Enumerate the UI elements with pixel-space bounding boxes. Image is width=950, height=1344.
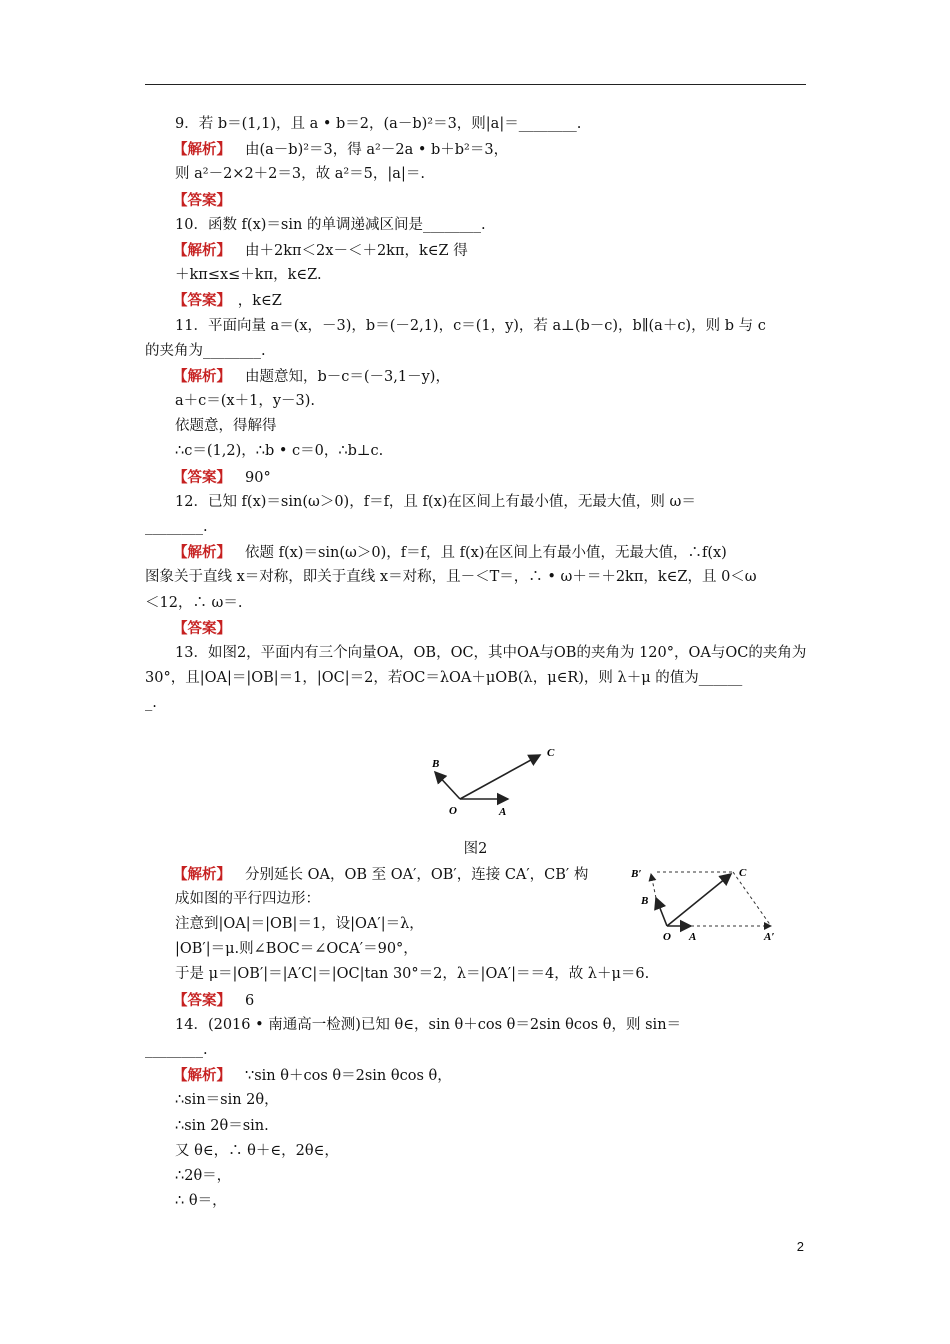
q10-answer: ，k∈Z <box>237 293 282 310</box>
label-bprime: B′ <box>631 867 642 880</box>
q13-analysis-cont-1: 成如图的平行四边形： <box>175 890 320 907</box>
q13-analysis-text: 分别延长 OA，OB 至 OA′，OB′，连接 CA′，CB′ 构 <box>245 866 589 883</box>
label-aprime: A′ <box>764 930 775 943</box>
q12-stem-cont: ________. <box>145 519 208 535</box>
q11-analysis-cont-2: 依题意，得解得 <box>175 418 277 435</box>
q10-answer-line <box>145 288 806 313</box>
q12-stem: 12．已知 f(x)＝sin(ω＞0)，f＝f，且 f(x)在区间上有最小值，无最大值，则 ω＝ <box>175 493 696 510</box>
analysis-tag: 【解析】 <box>173 241 231 259</box>
q9-analysis-line <box>145 137 806 162</box>
q13-analysis-block <box>145 862 806 988</box>
q14-analysis-cont-3: 又 θ∈，∴ θ＋∈，2θ∈， <box>175 1142 339 1159</box>
q10-analysis-line <box>145 238 806 263</box>
answer-tag: 【答案】 <box>173 191 231 209</box>
q12-answer-line <box>145 616 806 641</box>
label-c: C <box>547 746 555 759</box>
q11-analysis-cont-1: a＋c＝(x＋1，y－3). <box>175 393 316 410</box>
q10-analysis-text: 由＋2kπ＜2x－＜＋2kπ，k∈Z 得 <box>245 242 468 259</box>
q13-stem-cont-2: _. <box>145 695 157 712</box>
q9-answer-line <box>145 188 806 213</box>
q13-analysis-cont-2: 注意到|OA|＝|OB|＝1，设|OA′|＝λ， <box>175 916 424 933</box>
vector-ob <box>656 898 667 926</box>
q9-analysis-cont: 则 a²－2×2＋2＝3，故 a²＝5，|a|＝. <box>175 166 425 183</box>
q13-analysis-cont-3: |OB′|＝μ.则∠BOC＝∠OCA′＝90°， <box>175 941 418 958</box>
q14-analysis-cont-2: ∴sin 2θ＝sin. <box>175 1117 269 1134</box>
figure-caption: 图2 <box>463 840 488 857</box>
parallelogram-diagram <box>629 864 789 944</box>
label-o: O <box>449 804 457 817</box>
q14-analysis-text: ∵sin θ＋cos θ＝2sin θcos θ， <box>245 1068 452 1085</box>
q9-analysis-text: 由(a－b)²＝3，得 a²－2a • b＋b²＝3， <box>245 142 509 159</box>
figure-2 <box>145 717 806 837</box>
q14-stem: 14．(2016 • 南通高一检测)已知 θ∈，sin θ＋cos θ＝2sin θcos θ，则 sin＝ <box>175 1016 682 1033</box>
dashed-c-aprime <box>733 872 771 926</box>
q11-analysis-line <box>145 364 806 389</box>
q12-analysis-line <box>145 540 806 565</box>
q11-analysis-cont-3: ∴c＝(1,2)，∴b • c＝0，∴b⊥c. <box>175 443 384 460</box>
q14-analysis-line <box>145 1063 806 1088</box>
label-a: A <box>499 805 507 817</box>
q14-analysis-cont-1: ∴sin＝sin 2θ， <box>175 1092 279 1109</box>
q11-answer-line <box>145 465 806 490</box>
header-rule <box>145 84 806 85</box>
label-b: B <box>432 757 440 770</box>
q14-analysis-cont-4: ∴2θ＝， <box>175 1167 232 1184</box>
page-number: 2 <box>796 1239 804 1254</box>
q10-stem: 10．函数 f(x)＝sin 的单调递减区间是________. <box>175 216 486 233</box>
answer-tag: 【答案】 <box>173 468 231 486</box>
vector-oc <box>667 874 731 926</box>
q13-answer-line <box>145 988 806 1013</box>
analysis-tag: 【解析】 <box>173 544 231 562</box>
answer-tag: 【答案】 <box>173 292 224 310</box>
q11-answer: 90° <box>245 469 271 486</box>
q14-stem-cont: ________. <box>145 1042 208 1059</box>
q13-analysis-cont-4: 于是 μ＝|OB′|＝|A′C|＝|OC|tan 30°＝2，λ＝|OA′|＝＝4，故 λ＋μ＝6. <box>175 966 650 983</box>
document-body <box>145 112 806 1214</box>
q12-analysis-text: 依题 f(x)＝sin(ω＞0)，f＝f，且 f(x)在区间上有最小值，无最大值，∴f(x) <box>245 545 727 562</box>
q11-stem: 11．平面向量 a＝(x，－3)，b＝(－2,1)，c＝(1，y)，若 a⊥(b－c)，b∥(a＋c)，则 b 与 c <box>175 317 766 334</box>
q14-analysis-cont-5: ∴ θ＝， <box>175 1193 227 1210</box>
answer-tag: 【答案】 <box>173 619 231 637</box>
analysis-tag: 【解析】 <box>173 141 231 159</box>
vector-oc <box>460 755 540 799</box>
q9-stem: 9．若 b＝(1,1)，且 a • b＝2，(a－b)²＝3，则|a|＝________. <box>175 116 582 132</box>
q13-stem: 13．如图2，平面内有三个向量OA，OB，OC，其中OA与OB的夹角为 120°，OA与OC的夹角为 <box>175 644 807 661</box>
vector-diagram <box>425 717 585 817</box>
label-b: B <box>641 894 649 907</box>
q10-analysis-cont: ＋kπ≤x≤＋kπ，k∈Z. <box>175 267 322 284</box>
label-o: O <box>663 930 671 943</box>
q13-stem-cont-1: 30°，且|OA|＝|OB|＝1，|OC|＝2，若OC＝λOA＋μOB(λ，μ∈R)，则 λ＋μ 的值为______ <box>145 670 743 687</box>
q11-analysis-text: 由题意知，b－c＝(－3,1－y)， <box>245 368 450 385</box>
analysis-tag: 【解析】 <box>173 367 231 385</box>
q12-analysis-cont-2: ＜12，∴ ω＝. <box>145 594 243 611</box>
label-c: C <box>739 866 747 879</box>
vector-ob <box>435 772 460 799</box>
analysis-tag: 【解析】 <box>173 1067 231 1085</box>
answer-tag: 【答案】 <box>173 991 231 1009</box>
q13-answer: 6 <box>245 992 255 1009</box>
dashed-b-bprime <box>651 874 656 898</box>
analysis-tag: 【解析】 <box>173 865 231 883</box>
q12-analysis-cont-1: 图象关于直线 x＝对称，即关于直线 x＝对称，且－＜T＝，∴ • ω＋＝＋2kπ，k∈Z，且 0＜ω <box>145 569 757 586</box>
label-a: A <box>689 930 697 943</box>
q11-stem-cont: 的夹角为________. <box>145 342 266 359</box>
